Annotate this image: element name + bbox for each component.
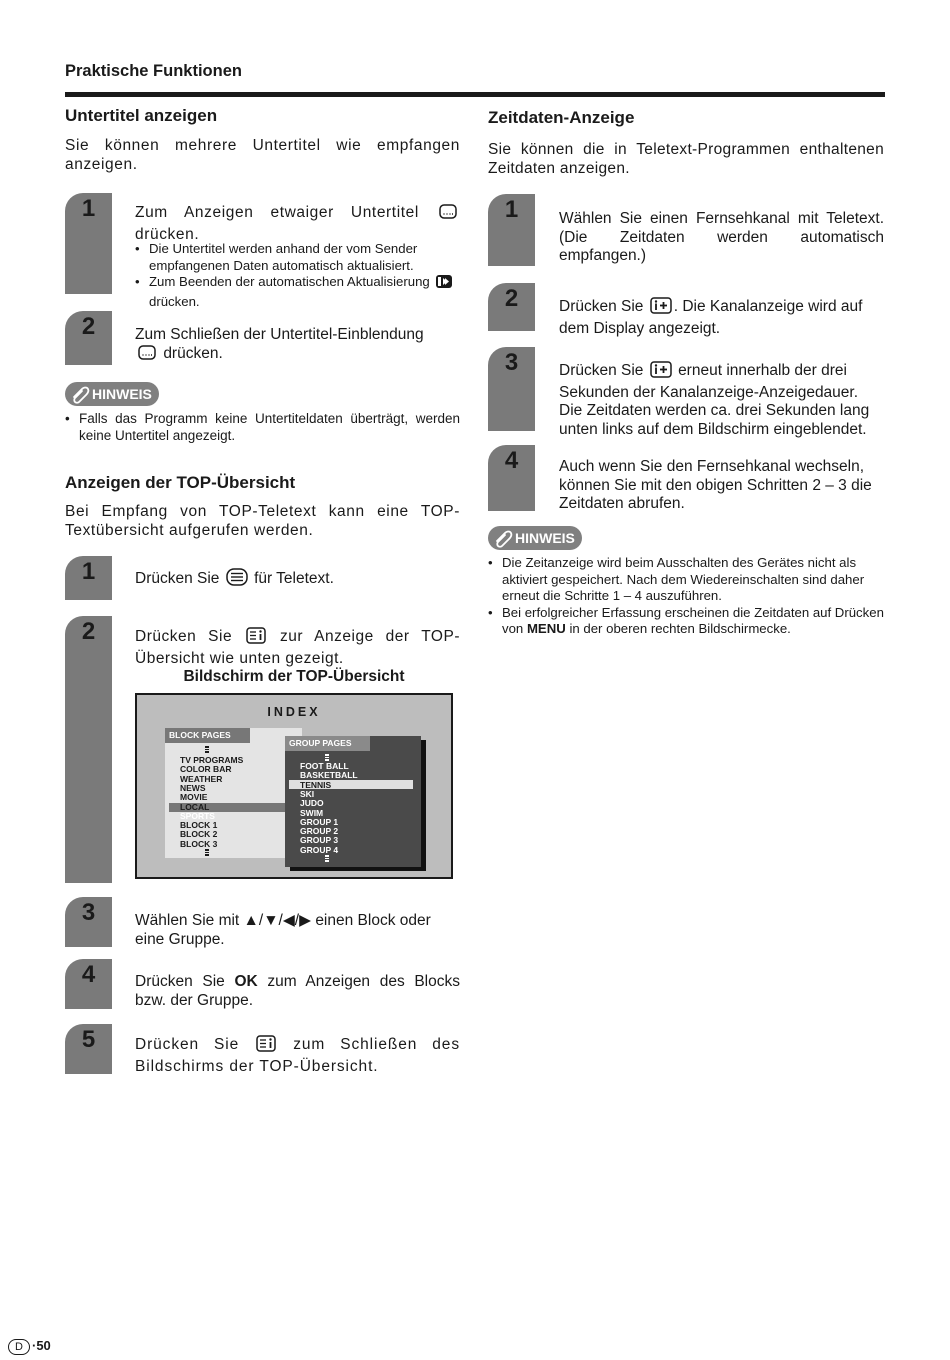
- group-item[interactable]: SKI: [300, 788, 315, 799]
- section-title: Praktische Funktionen: [65, 62, 242, 80]
- block-item[interactable]: MOVIE: [180, 792, 208, 803]
- group-item[interactable]: FOOT BALL: [300, 761, 349, 771]
- subtitles-intro: Sie können mehrere Untertitel wie empfangen anzeigen.: [65, 137, 460, 173]
- top-step-2-text: Drücken Sie zur Anzeige der TOP-Übersicht wie unten gezeigt.: [135, 628, 460, 667]
- subtitles-step-2-text: Zum Schließen der Untertitel-Einblendung drücken.: [135, 326, 460, 366]
- index-button-icon: [256, 1035, 276, 1058]
- top-step-4-text: Drücken Sie OK zum Anzeigen des Blocks bzw. der Gruppe.: [135, 973, 460, 1009]
- step-number: 1: [81, 195, 96, 222]
- block-item[interactable]: NEWS: [180, 782, 206, 793]
- index-button-icon: [246, 627, 266, 650]
- time-step-2-marker: [488, 283, 535, 331]
- arrow-keys-icon: ▲/▼/◀/▶: [243, 912, 311, 929]
- header-rule: [65, 92, 885, 97]
- block-item[interactable]: TV PROGRAMS: [180, 755, 244, 765]
- list-item: • Die Untertitel werden anhand der vom Sender empfangenen Daten automatisch aktualisiert.: [135, 241, 460, 274]
- time-data-notes: [488, 555, 884, 638]
- paperclip-icon: [493, 528, 515, 548]
- time-data-heading: Zeitdaten-Anzeige: [488, 108, 635, 127]
- top-step-4-marker: [65, 959, 112, 1009]
- block-item[interactable]: COLOR BAR: [180, 764, 232, 775]
- subtitles-note: [65, 411, 460, 444]
- subtitles-step-1-bullets: [135, 241, 460, 310]
- scroll-down-indicator: [205, 849, 209, 857]
- time-step-1-marker: [488, 194, 535, 266]
- group-item[interactable]: SWIM: [300, 807, 324, 818]
- top-step-5-text: Drücken Sie zum Schließen des Bildschirms der TOP-Übersicht.: [135, 1036, 460, 1075]
- time-step-3-text: Drücken Sie erneut innerhalb der drei Sekunden der Kanalanzeige-Anzeigedauer. Die Zeitdaten werden ca. drei Sekunden lang unten links auf dem Bildschirm eingeblendet.: [559, 362, 870, 438]
- info-plus-button-icon: [650, 297, 672, 320]
- top-step-1-marker: [65, 556, 112, 600]
- step-number: 2: [81, 313, 96, 340]
- time-step-3-marker: [488, 347, 535, 431]
- subtitles-step-1-text: Zum Anzeigen etwaiger Untertitel drücken.: [135, 204, 460, 244]
- step-number: 3: [504, 349, 519, 376]
- subtitles-step-2-marker: [65, 311, 112, 365]
- top-step-5-marker: [65, 1024, 112, 1074]
- time-step-2-text: Drücken Sie . Die Kanalanzeige wird auf dem Display angezeigt.: [559, 298, 863, 337]
- block-pages-head: BLOCK PAGES: [165, 728, 250, 743]
- hinweis-badge: HINWEIS: [488, 526, 582, 550]
- time-data-intro: Sie können die in Teletext-Programmen enthaltenen Zeitdaten anzeigen.: [488, 141, 884, 177]
- time-step-4-marker: [488, 445, 535, 511]
- paperclip-icon: [70, 384, 92, 404]
- subtitle-button-icon: [137, 345, 157, 367]
- block-item[interactable]: BLOCK 1: [180, 820, 218, 831]
- group-item[interactable]: GROUP 2: [300, 826, 339, 837]
- top-overview-screen: [135, 693, 453, 879]
- teletext-hold-icon: [435, 274, 453, 294]
- group-item[interactable]: GROUP 1: [300, 816, 339, 827]
- scroll-up-indicator: [205, 746, 209, 754]
- block-item[interactable]: BLOCK 2: [180, 829, 218, 840]
- index-label: INDEX: [267, 705, 321, 719]
- list-item: • Bei erfolgreicher Erfassung erscheinen die Zeitdaten auf Drücken von MENU in der oberen rechten Bildschirmecke.: [488, 605, 884, 638]
- block-item[interactable]: LOCAL: [180, 801, 210, 812]
- time-step-1-text: Wählen Sie einen Fernsehkanal mit Teletext. (Die Zeitdaten werden automatisch empfangen.): [559, 210, 884, 264]
- step-number: 3: [81, 899, 96, 926]
- teletext-button-icon: [226, 568, 248, 592]
- step-number: 2: [504, 285, 519, 312]
- subtitles-step-1-marker: [65, 193, 112, 294]
- step-number: 2: [81, 618, 96, 645]
- top-overview-intro: Bei Empfang von TOP-Teletext kann eine TOP-Textübersicht aufgerufen werden.: [65, 503, 460, 539]
- top-step-1-text: Drücken Sie für Teletext.: [135, 568, 460, 592]
- screen-title: Bildschirm der TOP-Übersicht: [183, 668, 405, 685]
- scroll-down-indicator: [325, 855, 329, 863]
- block-item-selected[interactable]: SPORTS: [180, 810, 215, 821]
- hinweis-badge: HINWEIS: [65, 382, 159, 406]
- top-step-3-marker: [65, 897, 112, 947]
- group-item-selected[interactable]: TENNIS: [300, 779, 332, 790]
- block-item[interactable]: BLOCK 3: [180, 838, 218, 849]
- step-number: 5: [81, 1026, 96, 1053]
- list-item: • Zum Beenden der automatischen Aktualisierung drücken.: [135, 274, 460, 310]
- subtitles-heading: Untertitel anzeigen: [65, 106, 218, 125]
- step-number: 1: [504, 196, 519, 223]
- time-step-4-text: Auch wenn Sie den Fernsehkanal wechseln, können Sie mit den obigen Schritten 2 – 3 die Zeitdaten abrufen.: [559, 458, 872, 512]
- group-pages-head: GROUP PAGES: [285, 736, 370, 751]
- page-number: D ·50: [8, 1338, 51, 1355]
- block-item[interactable]: WEATHER: [180, 773, 223, 784]
- group-item[interactable]: JUDO: [300, 798, 324, 809]
- group-item[interactable]: BASKETBALL: [300, 770, 358, 781]
- group-item[interactable]: GROUP 3: [300, 835, 339, 846]
- list-item: • Falls das Programm keine Untertiteldaten überträgt, werden keine Untertitel angezeigt.: [65, 411, 460, 444]
- step-number: 1: [81, 558, 96, 585]
- step-number: 4: [504, 447, 519, 474]
- group-item[interactable]: GROUP 4: [300, 844, 339, 855]
- group-pages-panel: [285, 736, 421, 867]
- list-item: • Die Zeitanzeige wird beim Ausschalten des Gerätes nicht als aktiviert gespeichert. Nach dem Wiedereinschalten sind daher erneut die Schritte 1 – 4 auszuführen.: [488, 555, 884, 605]
- block-pages-panel: [165, 728, 302, 858]
- top-step-2-marker: [65, 616, 112, 883]
- step-number: 4: [81, 961, 96, 988]
- top-step-3-text: Wählen Sie mit ▲/▼/◀/▶ einen Block oder eine Gruppe.: [135, 912, 431, 948]
- subtitle-button-icon: [438, 204, 458, 226]
- region-badge: D: [8, 1339, 30, 1355]
- top-overview-heading: Anzeigen der TOP-Übersicht: [65, 473, 296, 492]
- info-plus-button-icon: [650, 361, 672, 384]
